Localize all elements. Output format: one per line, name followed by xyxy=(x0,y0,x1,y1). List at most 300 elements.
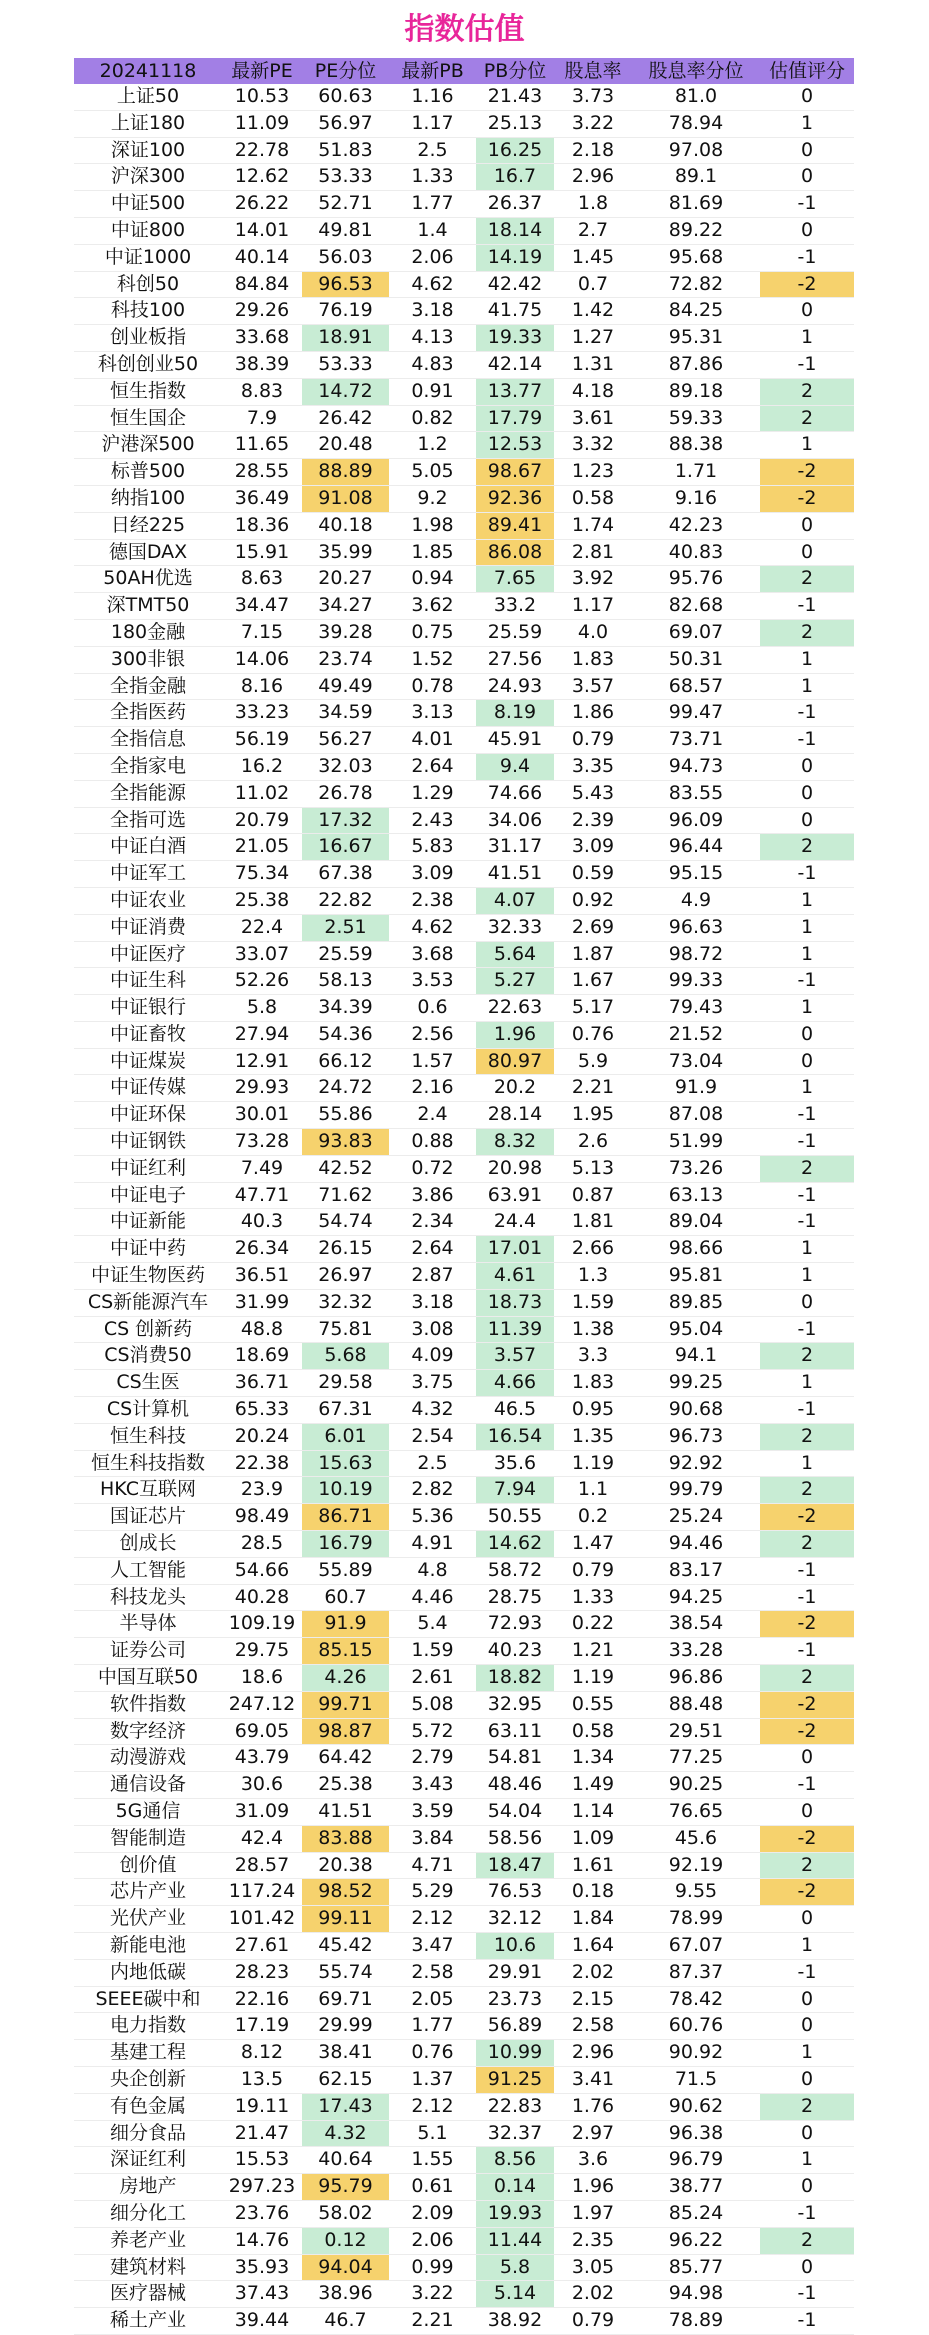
table-row xyxy=(74,1718,854,1745)
table-cell: 1 xyxy=(760,1075,854,1102)
table-cell: 75.34 xyxy=(222,861,302,888)
table-cell: 34.39 xyxy=(302,995,389,1022)
table-cell: 3.57 xyxy=(554,673,632,700)
table-cell: 48.46 xyxy=(476,1772,554,1799)
table-cell: 1.19 xyxy=(554,1450,632,1477)
table-row xyxy=(74,834,854,861)
table-cell: 0.58 xyxy=(554,485,632,512)
index-name-cell: 半导体 xyxy=(74,1611,222,1638)
table-cell: -1 xyxy=(760,968,854,995)
table-cell: 6.01 xyxy=(302,1423,389,1450)
table-cell: 1 xyxy=(760,673,854,700)
table-cell: 9.16 xyxy=(632,485,760,512)
table-row xyxy=(74,164,854,191)
table-cell: 89.18 xyxy=(632,378,760,405)
table-cell: 55.89 xyxy=(302,1557,389,1584)
table-cell: 29.99 xyxy=(302,2013,389,2040)
table-cell: 92.36 xyxy=(476,485,554,512)
table-cell: 63.91 xyxy=(476,1182,554,1209)
table-row xyxy=(74,84,854,110)
index-name-cell: 中证畜牧 xyxy=(74,1021,222,1048)
table-cell: 24.93 xyxy=(476,673,554,700)
table-cell: 1.77 xyxy=(389,191,476,218)
table-cell: 3.59 xyxy=(389,1799,476,1826)
table-row xyxy=(74,325,854,352)
table-cell: 33.28 xyxy=(632,1638,760,1665)
table-cell: 9.2 xyxy=(389,485,476,512)
table-cell: 11.65 xyxy=(222,432,302,459)
table-cell: 0.18 xyxy=(554,1879,632,1906)
table-cell: 1.35 xyxy=(554,1423,632,1450)
table-row xyxy=(74,1450,854,1477)
table-cell: -1 xyxy=(760,1397,854,1424)
table-cell: 99.25 xyxy=(632,1370,760,1397)
table-cell: 3.57 xyxy=(476,1343,554,1370)
table-cell: 0.94 xyxy=(389,566,476,593)
table-cell: 77.25 xyxy=(632,1745,760,1772)
table-row xyxy=(74,2120,854,2147)
table-cell: 2.61 xyxy=(389,1665,476,1692)
table-row xyxy=(74,110,854,137)
table-cell: 91.9 xyxy=(632,1075,760,1102)
table-cell: 2 xyxy=(760,2093,854,2120)
index-name-cell: 全指可选 xyxy=(74,807,222,834)
table-cell: 54.36 xyxy=(302,1021,389,1048)
table-cell: 4.61 xyxy=(476,1263,554,1290)
table-cell: 3.73 xyxy=(554,84,632,110)
table-cell: 26.34 xyxy=(222,1236,302,1263)
index-name-cell: 软件指数 xyxy=(74,1691,222,1718)
index-name-cell: 有色金属 xyxy=(74,2093,222,2120)
table-cell: 2 xyxy=(760,1155,854,1182)
table-cell: 14.19 xyxy=(476,244,554,271)
table-cell: 58.56 xyxy=(476,1825,554,1852)
table-cell: 3.92 xyxy=(554,566,632,593)
table-cell: 60.7 xyxy=(302,1584,389,1611)
table-row xyxy=(74,1879,854,1906)
index-name-cell: 科技100 xyxy=(74,298,222,325)
table-cell: 1 xyxy=(760,110,854,137)
table-cell: 3.09 xyxy=(389,861,476,888)
table-cell: 0.2 xyxy=(554,1504,632,1531)
table-cell: 82.68 xyxy=(632,593,760,620)
table-cell: -2 xyxy=(760,271,854,298)
table-row xyxy=(74,1665,854,1692)
table-cell: 76.53 xyxy=(476,1879,554,1906)
table-cell: 91.25 xyxy=(476,2066,554,2093)
table-cell: 4.26 xyxy=(302,1665,389,1692)
table-cell: 56.97 xyxy=(302,110,389,137)
table-cell: 0 xyxy=(760,1289,854,1316)
table-cell: 91.08 xyxy=(302,485,389,512)
table-cell: 42.14 xyxy=(476,351,554,378)
table-cell: 1.45 xyxy=(554,244,632,271)
table-cell: 0.79 xyxy=(554,2308,632,2335)
table-cell: 1 xyxy=(760,995,854,1022)
table-cell: 0.55 xyxy=(554,1691,632,1718)
table-cell: 3.3 xyxy=(554,1343,632,1370)
table-cell: 18.47 xyxy=(476,1852,554,1879)
index-name-cell: 德国DAX xyxy=(74,539,222,566)
table-cell: 0 xyxy=(760,84,854,110)
table-cell: 1.59 xyxy=(554,1289,632,1316)
index-name-cell: 中证煤炭 xyxy=(74,1048,222,1075)
table-cell: 55.74 xyxy=(302,1959,389,1986)
table-cell: 3.35 xyxy=(554,753,632,780)
table-row xyxy=(74,1209,854,1236)
table-cell: 4.9 xyxy=(632,887,760,914)
table-cell: 3.61 xyxy=(554,405,632,432)
table-cell: 0.95 xyxy=(554,1397,632,1424)
table-cell: 2.56 xyxy=(389,1021,476,1048)
table-cell: 28.75 xyxy=(476,1584,554,1611)
table-cell: 51.83 xyxy=(302,137,389,164)
table-cell: 2.02 xyxy=(554,1959,632,1986)
table-cell: -1 xyxy=(760,244,854,271)
table-cell: 101.42 xyxy=(222,1906,302,1933)
table-cell: 27.56 xyxy=(476,646,554,673)
table-cell: 56.27 xyxy=(302,727,389,754)
table-cell: 54.81 xyxy=(476,1745,554,1772)
table-cell: 0 xyxy=(760,298,854,325)
table-cell: 87.08 xyxy=(632,1102,760,1129)
table-row xyxy=(74,1852,854,1879)
table-cell: 1 xyxy=(760,2147,854,2174)
table-cell: 35.99 xyxy=(302,539,389,566)
table-cell: 94.98 xyxy=(632,2281,760,2308)
table-cell: 38.77 xyxy=(632,2174,760,2201)
table-cell: 3.13 xyxy=(389,700,476,727)
table-row xyxy=(74,539,854,566)
table-cell: 19.93 xyxy=(476,2200,554,2227)
table-cell: 2.34 xyxy=(389,1209,476,1236)
table-cell: 68.57 xyxy=(632,673,760,700)
table-cell: 34.06 xyxy=(476,807,554,834)
index-name-cell: 中证生科 xyxy=(74,968,222,995)
table-cell: 8.56 xyxy=(476,2147,554,2174)
table-cell: 99.79 xyxy=(632,1477,760,1504)
table-cell: 78.94 xyxy=(632,110,760,137)
column-header: 估值评分 xyxy=(760,58,854,84)
table-cell: 1.4 xyxy=(389,217,476,244)
table-cell: 26.97 xyxy=(302,1263,389,1290)
table-cell: 247.12 xyxy=(222,1691,302,1718)
table-row xyxy=(74,512,854,539)
table-cell: 1 xyxy=(760,914,854,941)
table-cell: 2.96 xyxy=(554,2040,632,2067)
table-cell: 5.27 xyxy=(476,968,554,995)
table-cell: 1.83 xyxy=(554,646,632,673)
table-cell: 0.14 xyxy=(476,2174,554,2201)
table-cell: 3.22 xyxy=(389,2281,476,2308)
index-name-cell: 创业板指 xyxy=(74,325,222,352)
table-cell: 9.4 xyxy=(476,753,554,780)
index-name-cell: 养老产业 xyxy=(74,2227,222,2254)
table-cell: 2.58 xyxy=(389,1959,476,1986)
table-cell: 1.37 xyxy=(389,2066,476,2093)
index-name-cell: 细分化工 xyxy=(74,2200,222,2227)
table-cell: 23.76 xyxy=(222,2200,302,2227)
table-cell: 1.55 xyxy=(389,2147,476,2174)
table-cell: 1.23 xyxy=(554,459,632,486)
table-row xyxy=(74,2174,854,2201)
table-cell: 2 xyxy=(760,1343,854,1370)
table-cell: 2 xyxy=(760,619,854,646)
table-cell: 17.19 xyxy=(222,2013,302,2040)
table-cell: 34.47 xyxy=(222,593,302,620)
table-body xyxy=(74,84,854,2334)
index-name-cell: 芯片产业 xyxy=(74,1879,222,1906)
table-cell: 27.61 xyxy=(222,1932,302,1959)
table-row xyxy=(74,1397,854,1424)
table-cell: 54.74 xyxy=(302,1209,389,1236)
table-cell: 1 xyxy=(760,887,854,914)
table-cell: 0 xyxy=(760,217,854,244)
table-row xyxy=(74,2093,854,2120)
table-cell: 28.23 xyxy=(222,1959,302,1986)
table-cell: 52.71 xyxy=(302,191,389,218)
table-cell: 26.42 xyxy=(302,405,389,432)
table-cell: 16.2 xyxy=(222,753,302,780)
table-cell: 96.73 xyxy=(632,1423,760,1450)
table-cell: 90.62 xyxy=(632,2093,760,2120)
table-cell: 46.7 xyxy=(302,2308,389,2335)
table-cell: 56.19 xyxy=(222,727,302,754)
column-header: PE分位 xyxy=(302,58,389,84)
index-name-cell: 全指信息 xyxy=(74,727,222,754)
table-cell: 0.76 xyxy=(389,2040,476,2067)
table-cell: 5.08 xyxy=(389,1691,476,1718)
table-cell: 0.22 xyxy=(554,1611,632,1638)
table-cell: 25.38 xyxy=(302,1772,389,1799)
table-cell: 94.46 xyxy=(632,1531,760,1558)
index-name-cell: 180金融 xyxy=(74,619,222,646)
table-row xyxy=(74,646,854,673)
table-cell: 2.54 xyxy=(389,1423,476,1450)
table-cell: 93.83 xyxy=(302,1129,389,1156)
column-header: 最新PB xyxy=(389,58,476,84)
column-header: 股息率 xyxy=(554,58,632,84)
table-cell: 1.97 xyxy=(554,2200,632,2227)
table-cell: 1.83 xyxy=(554,1370,632,1397)
index-name-cell: 中证电子 xyxy=(74,1182,222,1209)
index-name-cell: 深TMT50 xyxy=(74,593,222,620)
table-row xyxy=(74,1691,854,1718)
table-cell: 38.39 xyxy=(222,351,302,378)
table-cell: 0.79 xyxy=(554,727,632,754)
table-cell: 0 xyxy=(760,1986,854,2013)
table-cell: 88.38 xyxy=(632,432,760,459)
table-cell: 26.15 xyxy=(302,1236,389,1263)
table-cell: 2 xyxy=(760,566,854,593)
table-cell: 2.38 xyxy=(389,887,476,914)
table-cell: 2.97 xyxy=(554,2120,632,2147)
table-cell: 1.87 xyxy=(554,941,632,968)
table-cell: 17.43 xyxy=(302,2093,389,2120)
table-cell: 22.78 xyxy=(222,137,302,164)
table-cell: 20.48 xyxy=(302,432,389,459)
table-row xyxy=(74,1021,854,1048)
table-cell: 85.77 xyxy=(632,2254,760,2281)
table-cell: 3.68 xyxy=(389,941,476,968)
table-cell: 4.71 xyxy=(389,1852,476,1879)
table-cell: 42.23 xyxy=(632,512,760,539)
table-cell: 42.4 xyxy=(222,1825,302,1852)
table-cell: 78.99 xyxy=(632,1906,760,1933)
table-cell: 76.19 xyxy=(302,298,389,325)
table-cell: 14.62 xyxy=(476,1531,554,1558)
table-row xyxy=(74,1155,854,1182)
table-cell: 117.24 xyxy=(222,1879,302,1906)
table-cell: 15.91 xyxy=(222,539,302,566)
table-cell: 1.49 xyxy=(554,1772,632,1799)
table-cell: 1.64 xyxy=(554,1932,632,1959)
index-name-cell: 创价值 xyxy=(74,1852,222,1879)
table-cell: 30.6 xyxy=(222,1772,302,1799)
table-cell: 10.53 xyxy=(222,84,302,110)
table-cell: 0.61 xyxy=(389,2174,476,2201)
table-row xyxy=(74,1129,854,1156)
index-name-cell: SEEE碳中和 xyxy=(74,1986,222,2013)
index-name-cell: 新能电池 xyxy=(74,1932,222,1959)
table-row xyxy=(74,2013,854,2040)
index-name-cell: 恒生科技指数 xyxy=(74,1450,222,1477)
index-name-cell: 上证50 xyxy=(74,84,222,110)
table-row xyxy=(74,1048,854,1075)
table-cell: 1.74 xyxy=(554,512,632,539)
table-cell: 81.69 xyxy=(632,191,760,218)
table-cell: 0.7 xyxy=(554,271,632,298)
table-cell: 1.59 xyxy=(389,1638,476,1665)
table-cell: 79.43 xyxy=(632,995,760,1022)
index-name-cell: 中国互联50 xyxy=(74,1665,222,1692)
table-cell: 43.79 xyxy=(222,1745,302,1772)
index-name-cell: 细分食品 xyxy=(74,2120,222,2147)
table-cell: 98.49 xyxy=(222,1504,302,1531)
table-cell: 25.13 xyxy=(476,110,554,137)
table-cell: -1 xyxy=(760,2281,854,2308)
table-cell: 0 xyxy=(760,780,854,807)
table-cell: 2.7 xyxy=(554,217,632,244)
table-cell: 3.22 xyxy=(554,110,632,137)
table-cell: 3.47 xyxy=(389,1932,476,1959)
table-row xyxy=(74,968,854,995)
table-cell: 5.8 xyxy=(222,995,302,1022)
table-row xyxy=(74,700,854,727)
table-cell: 19.11 xyxy=(222,2093,302,2120)
table-cell: 1 xyxy=(760,1236,854,1263)
index-name-cell: 中证钢铁 xyxy=(74,1129,222,1156)
table-cell: 51.99 xyxy=(632,1129,760,1156)
table-cell: 76.65 xyxy=(632,1799,760,1826)
index-name-cell: 人工智能 xyxy=(74,1557,222,1584)
table-cell: 20.98 xyxy=(476,1155,554,1182)
index-name-cell: 日经225 xyxy=(74,512,222,539)
table-cell: 2.64 xyxy=(389,753,476,780)
table-cell: 22.83 xyxy=(476,2093,554,2120)
table-cell: 3.08 xyxy=(389,1316,476,1343)
index-name-cell: 恒生科技 xyxy=(74,1423,222,1450)
table-cell: 0 xyxy=(760,753,854,780)
table-cell: 10.6 xyxy=(476,1932,554,1959)
table-row xyxy=(74,1423,854,1450)
table-cell: 0.79 xyxy=(554,1557,632,1584)
table-cell: 16.54 xyxy=(476,1423,554,1450)
table-cell: 50.31 xyxy=(632,646,760,673)
table-cell: 1 xyxy=(760,1450,854,1477)
table-cell: 9.55 xyxy=(632,1879,760,1906)
table-cell: -1 xyxy=(760,1209,854,1236)
table-row xyxy=(74,941,854,968)
table-cell: 1.96 xyxy=(554,2174,632,2201)
table-row xyxy=(74,2254,854,2281)
table-cell: 2.66 xyxy=(554,1236,632,1263)
table-cell: 78.89 xyxy=(632,2308,760,2335)
table-cell: -2 xyxy=(760,1691,854,1718)
table-cell: 4.09 xyxy=(389,1343,476,1370)
table-cell: 1.17 xyxy=(554,593,632,620)
table-cell: 3.32 xyxy=(554,432,632,459)
table-row xyxy=(74,753,854,780)
table-cell: 62.15 xyxy=(302,2066,389,2093)
table-row xyxy=(74,2281,854,2308)
table-cell: 73.28 xyxy=(222,1129,302,1156)
table-cell: 87.86 xyxy=(632,351,760,378)
table-cell: 10.99 xyxy=(476,2040,554,2067)
table-cell: 32.32 xyxy=(302,1289,389,1316)
table-cell: 69.71 xyxy=(302,1986,389,2013)
table-row xyxy=(74,298,854,325)
table-cell: -2 xyxy=(760,1718,854,1745)
index-name-cell: 50AH优选 xyxy=(74,566,222,593)
table-row xyxy=(74,1986,854,2013)
table-cell: 2 xyxy=(760,405,854,432)
table-row xyxy=(74,271,854,298)
table-cell: 95.04 xyxy=(632,1316,760,1343)
index-name-cell: 中证环保 xyxy=(74,1102,222,1129)
index-name-cell: 全指能源 xyxy=(74,780,222,807)
table-row xyxy=(74,1236,854,1263)
table-cell: -2 xyxy=(760,485,854,512)
index-name-cell: CS 创新药 xyxy=(74,1316,222,1343)
table-cell: 12.53 xyxy=(476,432,554,459)
table-cell: 22.38 xyxy=(222,1450,302,1477)
table-cell: 0.59 xyxy=(554,861,632,888)
index-name-cell: 科创创业50 xyxy=(74,351,222,378)
valuation-table xyxy=(74,58,854,2335)
table-cell: 31.17 xyxy=(476,834,554,861)
table-row xyxy=(74,1584,854,1611)
table-cell: 18.91 xyxy=(302,325,389,352)
table-cell: 41.51 xyxy=(476,861,554,888)
table-cell: 41.51 xyxy=(302,1799,389,1826)
table-cell: 95.81 xyxy=(632,1263,760,1290)
table-cell: 86.71 xyxy=(302,1504,389,1531)
table-cell: 85.15 xyxy=(302,1638,389,1665)
table-row xyxy=(74,405,854,432)
table-cell: -1 xyxy=(760,2200,854,2227)
table-cell: 60.76 xyxy=(632,2013,760,2040)
table-cell: 1 xyxy=(760,941,854,968)
index-name-cell: CS消费50 xyxy=(74,1343,222,1370)
index-name-cell: 恒生国企 xyxy=(74,405,222,432)
table-cell: 14.76 xyxy=(222,2227,302,2254)
table-cell: 37.43 xyxy=(222,2281,302,2308)
table-cell: 22.4 xyxy=(222,914,302,941)
table-cell: 0 xyxy=(760,512,854,539)
table-cell: 28.5 xyxy=(222,1531,302,1558)
table-cell: 1.84 xyxy=(554,1906,632,1933)
